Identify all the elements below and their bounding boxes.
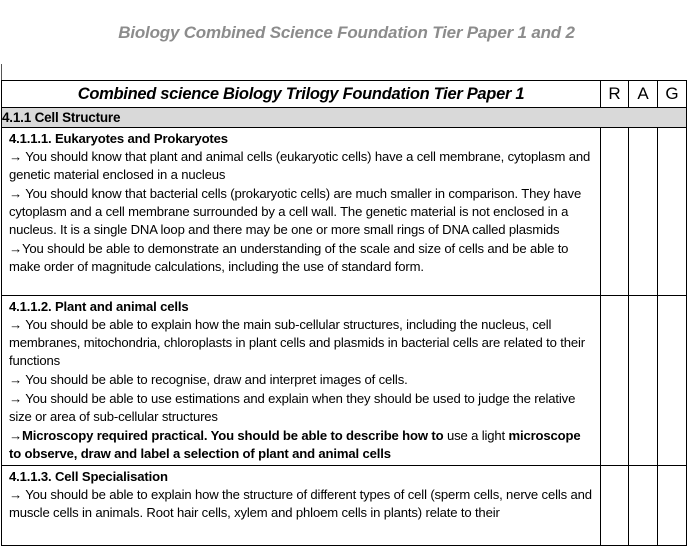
table-row bbox=[2, 128, 687, 296]
arrow-icon: → bbox=[9, 241, 22, 256]
spec-point: → You should be able to recognise, draw and interpret images of cells. bbox=[9, 372, 408, 387]
arrow-icon: → bbox=[9, 487, 22, 502]
arrow-icon: → bbox=[9, 391, 22, 406]
table-title: Combined science Biology Trilogy Foundation Tier Paper 1 bbox=[2, 81, 601, 108]
document-title: Biology Combined Science Foundation Tier Paper 1 and 2 bbox=[118, 23, 575, 42]
rag-cell-amber[interactable] bbox=[629, 466, 658, 546]
topic-title: 4.1.1.3. Cell Specialisation bbox=[9, 469, 168, 484]
rag-cell-green[interactable] bbox=[658, 128, 687, 296]
topic-cell bbox=[2, 466, 601, 546]
rag-header-amber: A bbox=[629, 81, 658, 108]
rag-cell-red[interactable] bbox=[601, 296, 629, 466]
checklist-table bbox=[1, 80, 687, 546]
section-row bbox=[2, 108, 687, 128]
arrow-icon: → bbox=[9, 317, 22, 332]
arrow-icon: → bbox=[9, 186, 22, 201]
required-practical-point: →Microscopy required practical. You should be able to describe how to use a light microscope to observe, draw and label a selection of plant and animal cells bbox=[9, 428, 581, 461]
rag-header-green: G bbox=[658, 81, 687, 108]
spec-point: → You should know that bacterial cells (prokaryotic cells) are much smaller in comparison. They have cytoplasm and a cell membrane surrounded by a cell wall. The genetic material is not enclosed in a nucleus. It is a single DNA loop and there may be one or more small rings of DNA called plasmids bbox=[9, 186, 582, 237]
spec-point: → You should be able to use estimations and explain when they should be used to judge the relative size or area of sub-cellular structures bbox=[9, 391, 576, 424]
rag-cell-amber[interactable] bbox=[629, 296, 658, 466]
arrow-icon: → bbox=[9, 428, 22, 443]
spec-point: → You should be able to explain how the main sub-cellular structures, including the nucleus, cell membranes, mitochondria, chloroplasts in plant cells and plasmids in bacterial cells are related to their functions bbox=[9, 317, 585, 368]
table-row bbox=[2, 466, 687, 546]
rag-header-red: R bbox=[601, 81, 629, 108]
rag-cell-red[interactable] bbox=[601, 466, 629, 546]
rag-cell-red[interactable] bbox=[601, 128, 629, 296]
spec-point: → You should know that plant and animal cells (eukaryotic cells) have a cell membrane, cytoplasm and genetic material enclosed in a nucleus bbox=[9, 149, 591, 182]
topic-cell bbox=[2, 296, 601, 466]
margin-line bbox=[1, 64, 2, 81]
rag-cell-green[interactable] bbox=[658, 466, 687, 546]
arrow-icon: → bbox=[9, 149, 22, 164]
topic-title: 4.1.1.2. Plant and animal cells bbox=[9, 299, 189, 314]
rag-cell-green[interactable] bbox=[658, 296, 687, 466]
spec-point: → You should be able to explain how the structure of different types of cell (sperm cells, nerve cells and muscle cells in animals. Root hair cells, xylem and phloem cells in plants) relate to their bbox=[9, 487, 592, 520]
spec-point: →You should be able to demonstrate an understanding of the scale and size of cells and be able to make order of magnitude calculations, including the use of standard form. bbox=[9, 241, 569, 274]
topic-cell bbox=[2, 128, 601, 296]
rag-cell-amber[interactable] bbox=[629, 128, 658, 296]
topic-title: 4.1.1.1. Eukaryotes and Prokaryotes bbox=[9, 131, 228, 146]
table-row bbox=[2, 296, 687, 466]
arrow-icon: → bbox=[9, 372, 22, 387]
table-header-row bbox=[2, 81, 687, 108]
section-heading: 4.1.1 Cell Structure bbox=[2, 108, 687, 128]
